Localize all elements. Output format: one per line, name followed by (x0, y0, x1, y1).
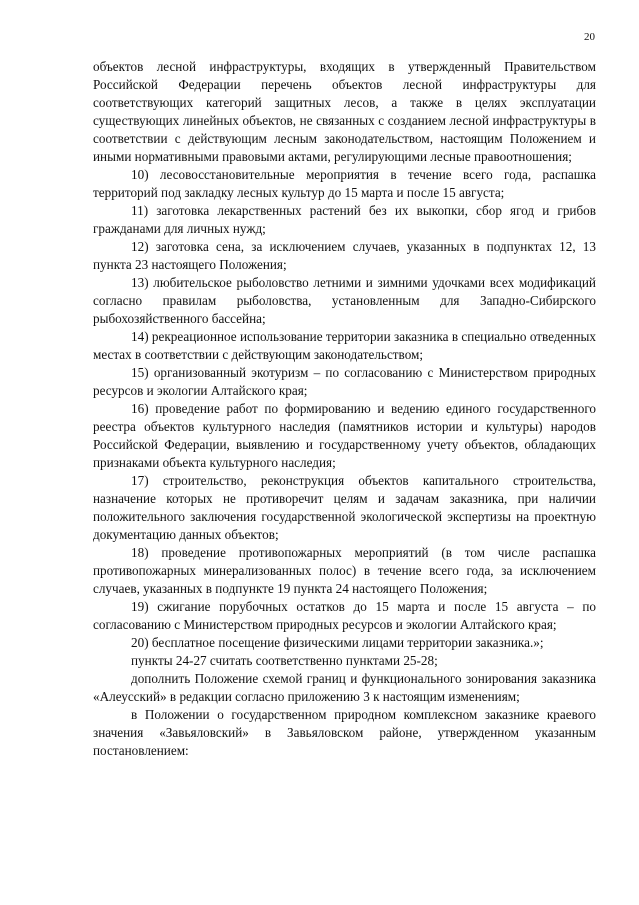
paragraph: дополнить Положение схемой границ и функционального зонирования заказника «Алеусский» в редакции согласно приложению 3 к настоящим изменениям; (93, 671, 596, 704)
paragraph: 17) строительство, реконструкция объектов капитального строительства, назначение которых не противоречит целям и задачам заказника, при наличии положительного заключения государственной экологической экспертизы на проектную документацию данных объектов; (93, 473, 596, 542)
paragraph: 11) заготовка лекарственных растений без их выкопки, сбор ягод и грибов гражданами для личных нужд; (93, 203, 596, 236)
paragraph: 12) заготовка сена, за исключением случаев, указанных в подпунктах 12, 13 пункта 23 настоящего Положения; (93, 239, 596, 272)
paragraph: 14) рекреационное использование территории заказника в специально отведенных местах в соответствии с действующим законодательством; (93, 329, 596, 362)
paragraph: 18) проведение противопожарных мероприятий (в том числе распашка противопожарных минерализованных полос) в течение всего года, за исключением случаев, указанных в подпункте 19 пункта 24 настоящего Положения; (93, 545, 596, 596)
paragraph: 10) лесовосстановительные мероприятия в течение всего года, распашка территорий под закладку лесных культур до 15 марта и после 15 августа; (93, 167, 596, 200)
paragraph: 16) проведение работ по формированию и ведению единого государственного реестра объектов культурного наследия (памятников истории и культуры) народов Российской Федерации, выявлению и государственному учету объектов, обладающих признаками объекта культурного наследия; (93, 401, 596, 470)
paragraph: 19) сжигание порубочных остатков до 15 марта и после 15 августа – по согласованию с Министерством природных ресурсов и экологии Алтайского края; (93, 599, 596, 632)
paragraph: 20) бесплатное посещение физическими лицами территории заказника.»; (131, 635, 544, 650)
page-number: 20 (584, 31, 595, 43)
body-text (93, 58, 596, 760)
paragraph: 13) любительское рыболовство летними и зимними удочками всех модификаций согласно правилам рыболовства, установленным для Западно-Сибирского рыбохозяйственного бассейна; (93, 275, 596, 326)
paragraph: объектов лесной инфраструктуры, входящих в утвержденный Правительством Российской Федерации перечень объектов лесной инфраструктуры для соответствующих категорий защитных лесов, а также в целях эксплуатации существующих линейных объектов, не связанных с созданием лесной инфраструктуры в соответствии с действующим лесным законодательством, настоящим Положением и иными нормативными правовыми актами, регулирующими лесные правоотношения; (93, 59, 596, 164)
paragraph: в Положении о государственном природном комплексном заказнике краевого значения «Завьяловский» в Завьяловском районе, утвержденном указанным постановлением: (93, 707, 596, 758)
paragraph: 15) организованный экотуризм – по согласованию с Министерством природных ресурсов и экологии Алтайского края; (93, 365, 596, 398)
paragraph: пункты 24-27 считать соответственно пунктами 25-28; (131, 653, 438, 668)
